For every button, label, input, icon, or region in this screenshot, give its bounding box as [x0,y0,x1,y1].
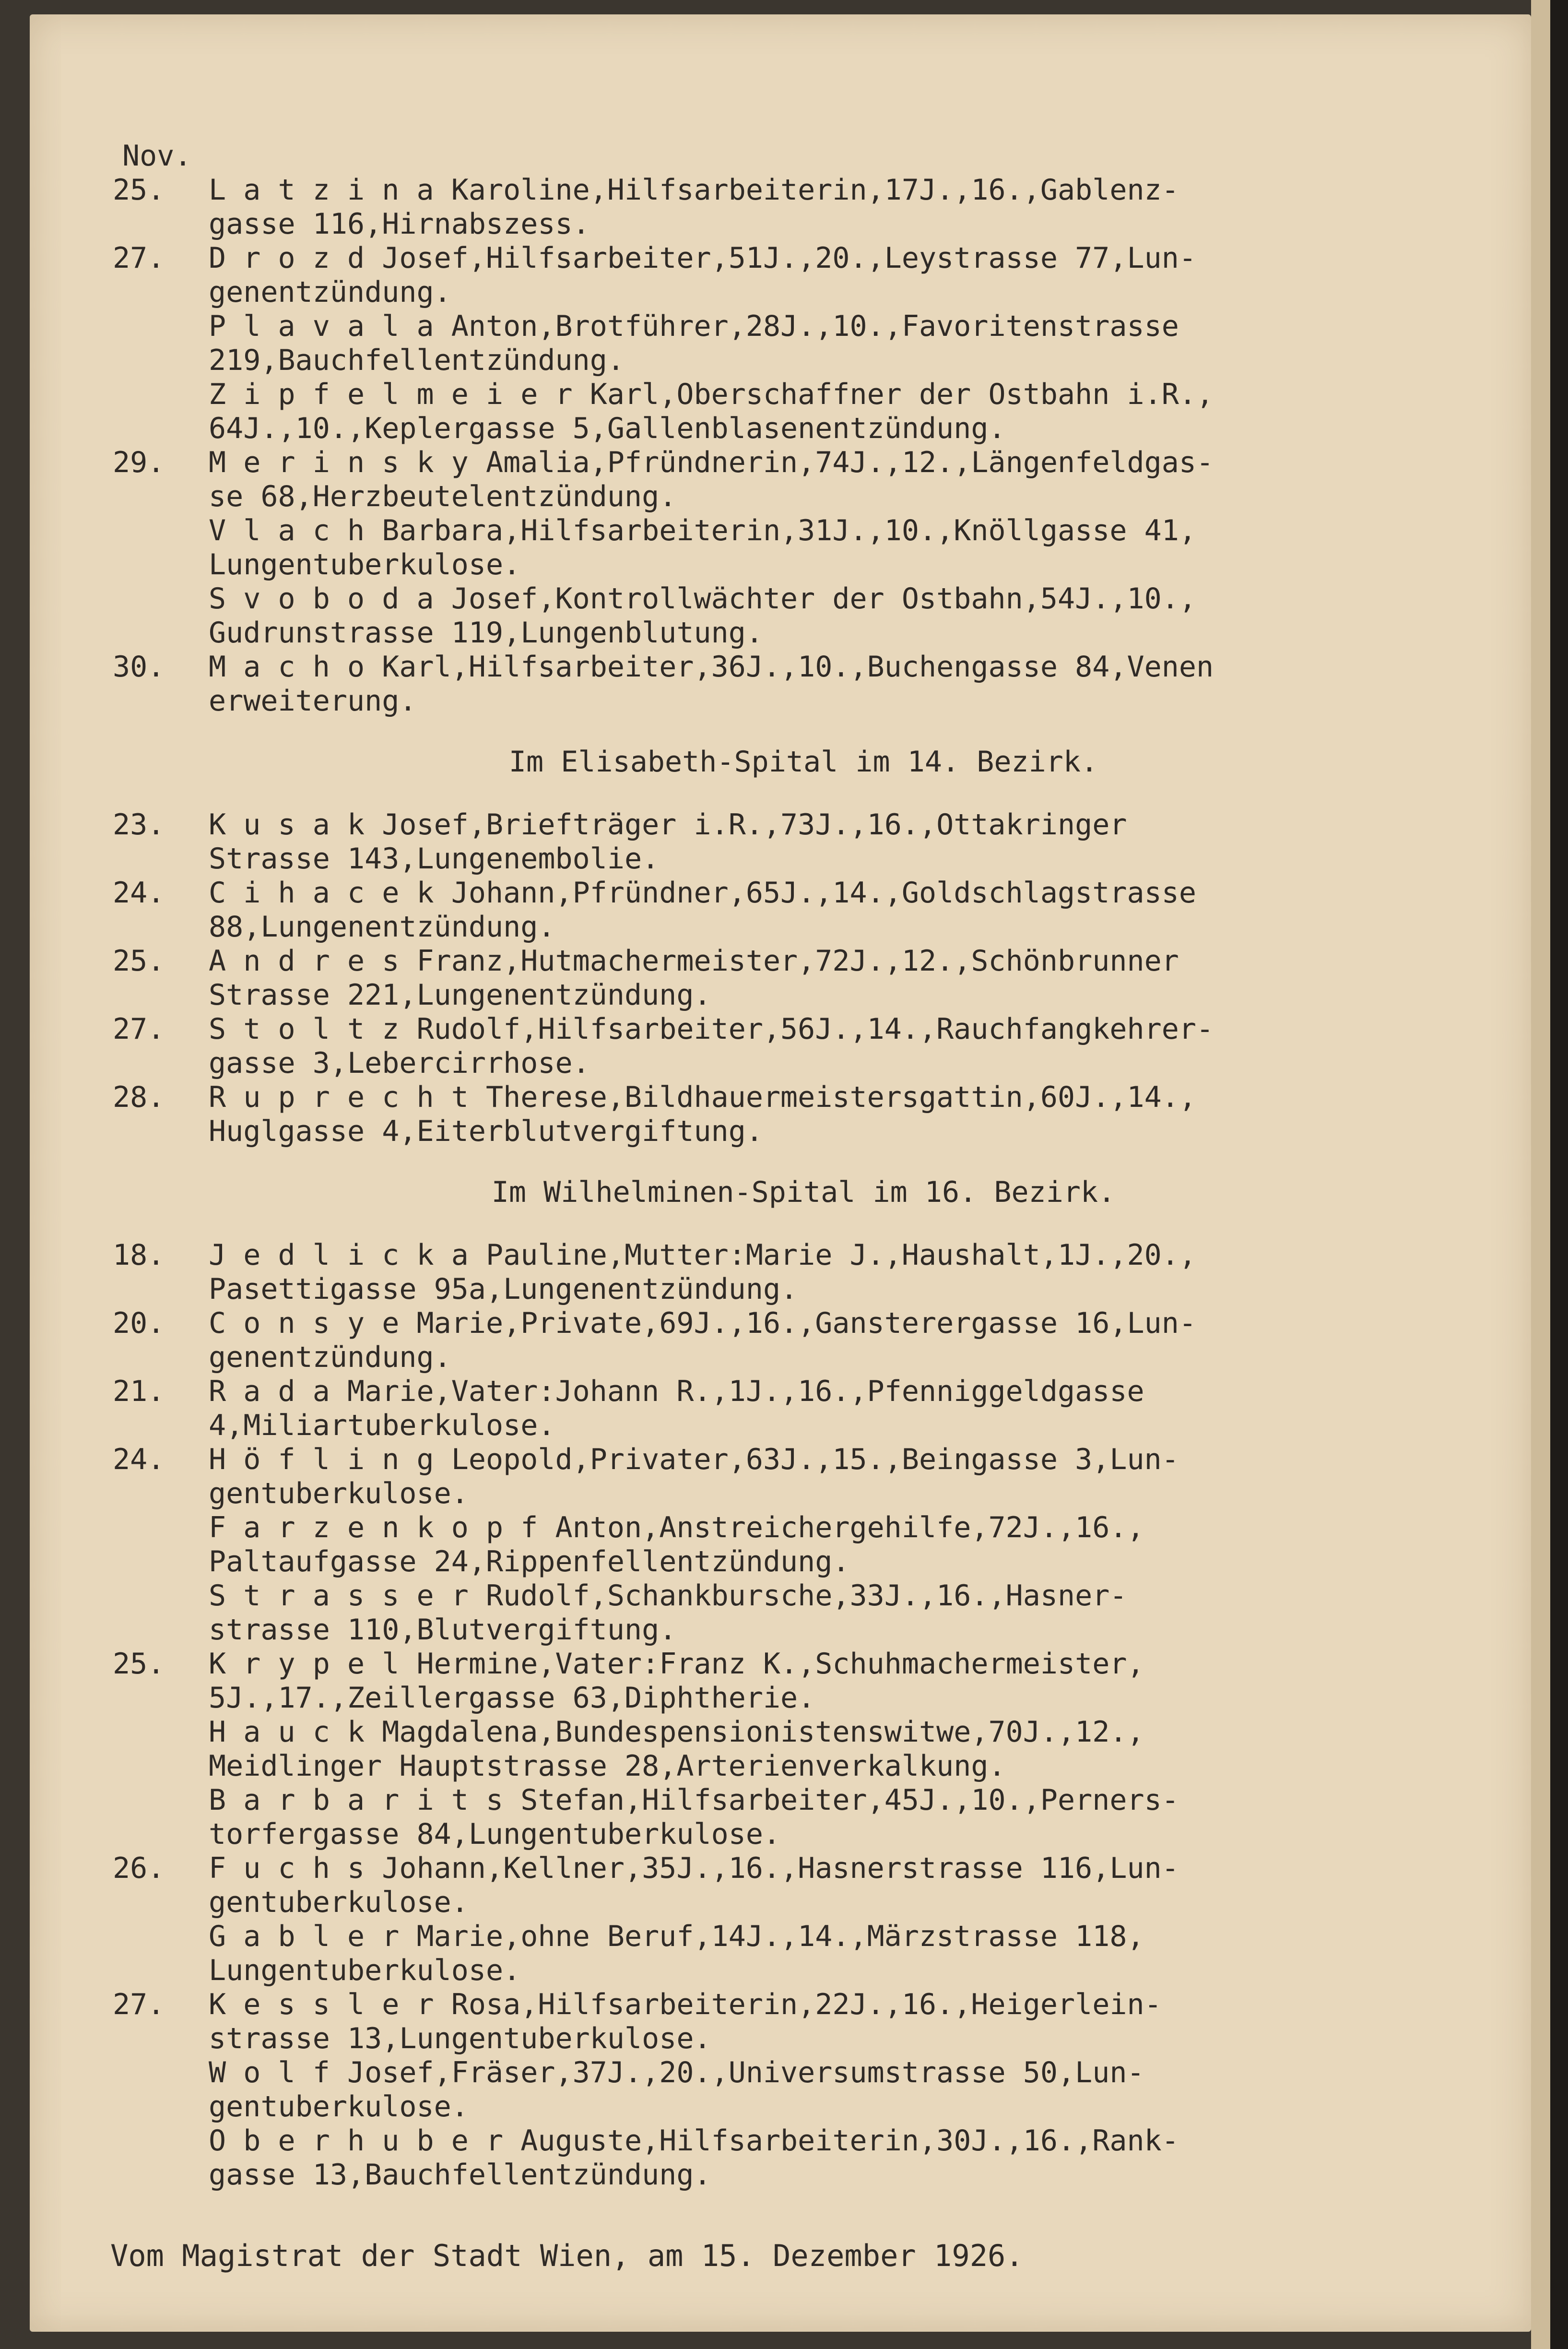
entry-day: 26. [113,1851,165,1885]
entry-text: R u p r e c h t Therese,Bildhauermeistersgattin,60J.,14., Huglgasse 4,Eiterblutvergiftung. [209,1080,1197,1148]
entry-text: J e d l i c k a Pauline,Mutter:Marie J.,Haushalt,1J.,20., Pasettigasse 95a,Lungenentzündung. [209,1238,1197,1306]
entry-day [113,1783,209,1851]
entry-text: F a r z e n k o p f Anton,Anstreichergehilfe,72J.,16., Paltaufgasse 24,Rippenfellentzündung. [209,1511,1144,1578]
document-body [113,139,1494,2192]
entry-day [113,2056,209,2124]
footer-signature-line: Vom Magistrat der Stadt Wien, am 15. Dezember 1926. [110,2238,1024,2273]
entry-day: 27. [113,1988,165,2021]
entry-day: 30. [113,650,165,684]
death-record-entry [113,650,1494,718]
entry-text: L a t z i n a Karoline,Hilfsarbeiterin,17J.,16.,Gablenz- gasse 116,Hirnabszess. [209,173,1179,241]
entry-day: 27. [113,1012,165,1046]
death-record-entry [113,876,1494,944]
entry-day: 21. [113,1375,165,1408]
death-record-entry [113,241,1494,309]
entry-day: 29. [113,446,165,479]
entry-text: S t r a s s e r Rudolf,Schankbursche,33J.,16.,Hasner- strasse 110,Blutvergiftung. [209,1579,1127,1647]
entry-day: 23. [113,808,165,842]
entry-text: H ö f l i n g Leopold,Privater,63J.,15.,Beingasse 3,Lun- gentuberkulose. [209,1443,1179,1510]
death-record-entry [113,173,1494,241]
entry-text: Z i p f e l m e i e r Karl,Oberschaffner der Ostbahn i.R., 64J.,10.,Keplergasse 5,Gallenblasenentzündung. [209,378,1214,445]
entry-day: 28. [113,1080,165,1114]
entry-day [113,1715,209,1783]
entry-text: S v o b o d a Josef,Kontrollwächter der Ostbahn,54J.,10., Gudrunstrasse 119,Lungenblutung. [209,582,1197,650]
death-record-entry [113,1783,1494,1851]
entry-text: F u c h s Johann,Kellner,35J.,16.,Hasnerstrasse 116,Lun- gentuberkulose. [209,1851,1179,1919]
death-record-entry [113,1988,1494,2056]
death-record-entry [113,1715,1494,1783]
death-record-entry [113,1443,1494,1511]
entry-text: S t o l t z Rudolf,Hilfsarbeiter,56J.,14.,Rauchfangkehrer- gasse 3,Lebercirrhose. [209,1012,1214,1080]
entry-text: M a c h o Karl,Hilfsarbeiter,36J.,10.,Buchengasse 84,Venen erweiterung. [209,650,1214,718]
death-record-entry [113,1851,1494,1920]
death-record-entry [113,2056,1494,2124]
entry-day [113,378,209,446]
entry-day: 25. [113,1647,165,1681]
death-record-entry [113,1306,1494,1375]
entry-day [113,2124,209,2192]
adjacent-page-edge [1531,0,1568,2349]
entry-text: A n d r e s Franz,Hutmachermeister,72J.,12.,Schönbrunner Strasse 221,Lungenentzündung. [209,944,1179,1012]
entry-day [113,1920,209,1988]
entry-text: K r y p e l Hermine,Vater:Franz K.,Schuhmachermeister, 5J.,17.,Zeillergasse 63,Diphtherie. [209,1647,1144,1715]
month-label: Nov. [122,139,192,173]
entry-text: V l a c h Barbara,Hilfsarbeiterin,31J.,10.,Knöllgasse 41, Lungentuberkulose. [209,514,1197,581]
entry-day: 27. [113,241,165,275]
entry-text: C i h a c e k Johann,Pfründner,65J.,14.,Goldschlagstrasse 88,Lungenentzündung. [209,876,1197,944]
death-record-entry [113,1238,1494,1306]
entry-text: K e s s l e r Rosa,Hilfsarbeiterin,22J.,16.,Heigerlein- strasse 13,Lungentuberkulose. [209,1988,1162,2055]
entry-day: 20. [113,1306,165,1340]
entry-day: 18. [113,1238,165,1272]
death-record-entry [113,1511,1494,1579]
death-record-entry [113,944,1494,1012]
entry-text: O b e r h u b e r Auguste,Hilfsarbeiterin,30J.,16.,Rank- gasse 13,Bauchfellentzündung. [209,2124,1179,2192]
death-record-entry [113,1920,1494,1988]
death-record-entry [113,808,1494,876]
entry-text: W o l f Josef,Fräser,37J.,20.,Universumstrasse 50,Lun- gentuberkulose. [209,2056,1144,2124]
entry-text: P l a v a l a Anton,Brotführer,28J.,10.,Favoritenstrasse 219,Bauchfellentzündung. [209,309,1179,377]
entry-day [113,514,209,582]
entry-text: H a u c k Magdalena,Bundespensionistenswitwe,70J.,12., Meidlinger Hauptstrasse 28,Arterienverkalkung. [209,1715,1144,1783]
section-heading: Im Elisabeth-Spital im 14. Bezirk. [508,745,1098,779]
death-record-entry [113,582,1494,650]
entry-text: D r o z d Josef,Hilfsarbeiter,51J.,20.,Leystrasse 77,Lun- genentzündung. [209,241,1197,309]
death-record-entry [113,378,1494,446]
entry-day: 25. [113,173,165,207]
background-edge [1550,0,1568,2349]
entry-day [113,1511,209,1579]
death-record-entry [113,309,1494,378]
entry-day: 25. [113,944,165,978]
entry-day: 24. [113,1443,165,1476]
death-record-entry [113,1012,1494,1080]
death-record-entry [113,514,1494,582]
death-record-entry [113,1080,1494,1149]
entry-text: C o n s y e Marie,Private,69J.,16.,Gansterergasse 16,Lun- genentzündung. [209,1306,1197,1374]
entry-day [113,309,209,378]
death-record-entry [113,1579,1494,1647]
entry-day [113,582,209,650]
death-record-entry [113,1647,1494,1715]
death-record-entry [113,2124,1494,2192]
entry-groups [113,173,1494,2192]
entry-day: 24. [113,876,165,910]
entry-text: K u s a k Josef,Briefträger i.R.,73J.,16.,Ottakringer Strasse 143,Lungenembolie. [209,808,1127,876]
entry-text: M e r i n s k y Amalia,Pfründnerin,74J.,12.,Längenfeldgas- se 68,Herzbeutelentzündung. [209,446,1214,513]
entry-text: R a d a Marie,Vater:Johann R.,1J.,16.,Pfenniggeldgasse 4,Miliartuberkulose. [209,1375,1144,1442]
section-heading: Im Wilhelminen-Spital im 16. Bezirk. [491,1175,1116,1209]
entry-text: B a r b a r i t s Stefan,Hilfsarbeiter,45J.,10.,Perners- torfergasse 84,Lungentuberkulose. [209,1783,1179,1851]
entry-text: G a b l e r Marie,ohne Beruf,14J.,14.,Märzstrasse 118, Lungentuberkulose. [209,1920,1144,1987]
entry-day [113,1579,209,1647]
death-record-entry [113,446,1494,514]
death-record-entry [113,1375,1494,1443]
